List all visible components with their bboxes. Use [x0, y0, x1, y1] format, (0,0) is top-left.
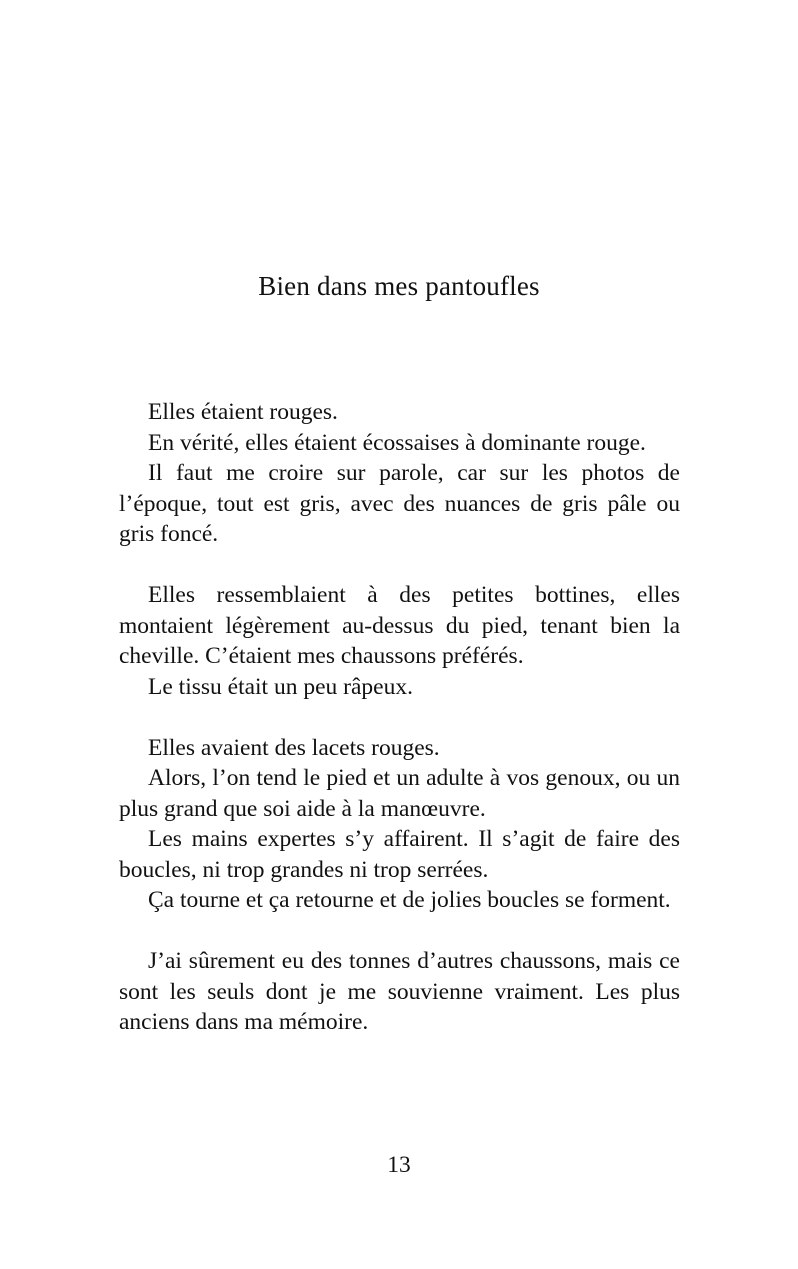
page-number: 13 — [387, 1152, 411, 1178]
paragraph: Elles avaient des lacets rouges. — [148, 734, 440, 761]
paragraph: Elles ressemblaient à des petites bottines, elles montaient légèrement au-dessus du pied, tenant bien la cheville. C’étaient mes chaussons préférés. — [119, 582, 680, 669]
paragraph: En vérité, elles étaient écossaises à dominante rouge. — [148, 429, 646, 456]
paragraph: Elles étaient rouges. — [148, 399, 338, 425]
paragraph-gap — [119, 550, 680, 581]
paragraph: Le tissu était un peu râpeux. — [148, 673, 413, 700]
paragraph: Il faut me croire sur parole, car sur les photos de l’époque, tout est gris, avec des nuances de gris pâle ou gris foncé. — [119, 460, 680, 547]
paragraph: J’ai sûrement eu des tonnes d’autres chaussons, mais ce sont les seuls dont je me souvienne vraiment. Les plus anciens dans ma mémoire. — [119, 948, 680, 1035]
chapter-title: Bien dans mes pantoufles — [258, 271, 540, 301]
paragraph-gap — [119, 702, 680, 733]
paragraph: Alors, l’on tend le pied et un adulte à vos genoux, ou un plus grand que soi aide à la manœuvre. — [119, 765, 680, 822]
paragraph: Les mains expertes s’y affairent. Il s’agit de faire des boucles, ni trop grandes ni trop serrées. — [119, 826, 680, 883]
paragraph: Ça tourne et ça retourne et de jolies boucles se forment. — [148, 887, 671, 913]
paragraph-gap — [119, 916, 680, 947]
chapter-body — [119, 397, 680, 1038]
